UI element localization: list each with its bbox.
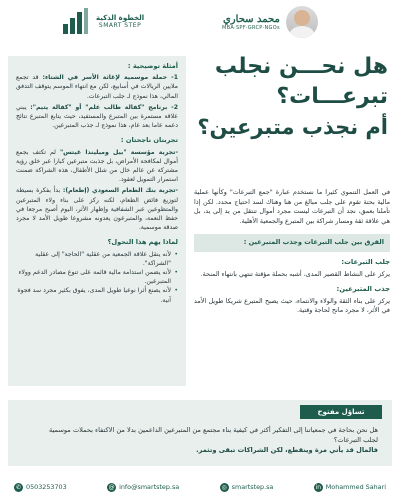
footer-website-text: smartstep.sa (231, 483, 274, 491)
main-column (194, 188, 390, 316)
why-item: • لأنه ينقل علاقة الجمعية من عقلية "الحاجة" إلى عقلية "الشراكة". (16, 250, 178, 268)
steps-logo-icon (60, 6, 90, 36)
attracting-donors-title: جذب المتبرعين: (336, 285, 390, 294)
why-item: • لأنه يضمن استدامة مالية قائمة على تنوع مصادر الدعم وولاء المتبرعين. (16, 268, 178, 286)
title-line-3: أم نجذب متبرعين؟ (197, 115, 388, 139)
difference-heading: الفرق بين جلب التبرعات وجذب المتبرعين : (194, 234, 390, 252)
smart-step-logo (60, 6, 144, 36)
title-line-1: هل نحـــن نجلب (214, 54, 388, 79)
success-story-1-title: -تجربة مؤسسة "بيل وميليندا غيتس" (59, 148, 179, 156)
footer-email-text: info@smartstep.sa (119, 483, 180, 491)
example-1-title: 1- حملة موسمية لإغاثة الأسر في الشتاء: (42, 74, 178, 82)
article-title (188, 52, 388, 142)
attracting-donors-text: يركز على بناء الثقة والولاء والانتماء، حيث يصبح المتبرع شريكا طويل الأمد في الأثر، لا مجرد مانح لحاجة وقتية. (194, 296, 390, 315)
success-story-2-text: بدأ بفكرة بسيطة لتوزيع فائض الطعام، لكنه ركز على بناء ولاء المتبرعين والمتطوعين عبر الشفافية وإظهار الأثر، اليوم أصبح مرجعا في حفظ النعمة، والمتبرعون يعدونه مشروعا طويل الأمد لا مجرد صدقة موسمية. (16, 187, 178, 232)
sidebar-panel (8, 56, 186, 386)
footer-website[interactable] (220, 483, 274, 492)
examples-heading: أمثلة توضيحية : (127, 62, 178, 70)
title-line-2: تبرعـــات؟ (276, 84, 388, 109)
success-story-1-text: لم تكتف بجمع أموال لمكافحة الأمراض، بل جذبت متبرعين كبارا عبر خلق رؤية مشتركة عن عالم خال من شلل الأطفال، هذه الشراكة ضمنت استمرار التمويل لعقود. (16, 148, 178, 184)
open-question-tag: تساؤل مفتوح (300, 405, 382, 419)
author-credentials: MBA·SPF·GRCP·NGOs (222, 24, 280, 31)
attracting-donations-text: يركز على النشاط القصير المدى، أشبه بحملة مؤقتة تنتهي بانتهاء المنحة. (200, 269, 390, 278)
why-heading: لماذا يهم هذا التحول؟ (107, 238, 178, 247)
email-icon: @ (108, 483, 115, 491)
author-avatar (286, 6, 318, 38)
footer (0, 474, 400, 500)
linkedin-icon: in (315, 483, 322, 491)
open-question-closing: فالمال قد يأتي مرة وينقطع، لكن الشراكات تبقى وتثمر. (196, 446, 378, 454)
footer-name-text: Mohammed Sahari (325, 483, 386, 491)
example-1 (16, 73, 178, 101)
why-list (16, 250, 178, 305)
author-signature: محمد سحاري (222, 13, 280, 25)
header (0, 0, 400, 46)
open-question-body (38, 425, 378, 455)
phone-icon: ✆ (15, 483, 22, 491)
footer-phone[interactable] (14, 483, 67, 492)
success-story-1 (16, 148, 178, 185)
success-story-2 (16, 186, 178, 232)
open-question-text: هل نحن بحاجة في جمعياتنا إلى التفكير أكثر في كيفية بناء مجتمع من المتبرعين الداعمين بدلا من الاكتفاء بحملات موسمية لجلب التبرعات؟ (49, 426, 378, 444)
intro-paragraph: في العمل التنموي كثيرا ما نستخدم عبارة "جمع التبرعات" وكأنها عملية مالية بحتة تقوم على جلب مبالغ من هنا وهناك لسد احتياج محدد. لكن إذا تأملنا بعمق، نجد أن التبرعات ليست مجرد أموال تنتقل من يد إلى يد، بل هي علاقة ثقة ومسار شراكة بين المتبرع والجمعية الأهلية. (194, 188, 390, 225)
example-2 (16, 103, 178, 131)
logo-english-text: SMART STEP (98, 21, 142, 29)
why-item: • لأنه يصنع أثرا نوعيا طويل المدى، يفوق بكثير مجرد سد فجوة آنية. (16, 286, 178, 304)
footer-email[interactable] (107, 483, 179, 492)
success-stories-heading: تجربتان ناجحتان : (120, 136, 178, 145)
author-block (222, 6, 318, 38)
example-2-title: 2- برنامج "كفالة طالب علم" أو "كفالة يتيم": (30, 103, 178, 111)
success-story-2-title: -تجربة بنك الطعام السعودي (إطعام): (62, 187, 178, 195)
globe-icon: ◎ (221, 483, 227, 491)
example-2-text: يبني علاقة مستمرة بين المتبرع والمستفيد، حيث يتابع المتبرع نتائج دعمه عاما بعد عام، هذا نموذج لـ جذب المتبرعين. (16, 103, 178, 130)
attracting-donations-title: جلب التبرعات: (341, 257, 390, 266)
footer-linkedin[interactable] (314, 483, 386, 492)
example-1-text: قد تجمع ملايين الريالات في أسابيع، لكن مع انتهاء الموسم يتوقف التدفق المالي، هذا نموذج لـ جلب التبرعات. (16, 74, 178, 100)
footer-phone-text: 0503253703 (26, 483, 67, 491)
logo-arabic-text: الخطوة الذكية (96, 13, 145, 22)
